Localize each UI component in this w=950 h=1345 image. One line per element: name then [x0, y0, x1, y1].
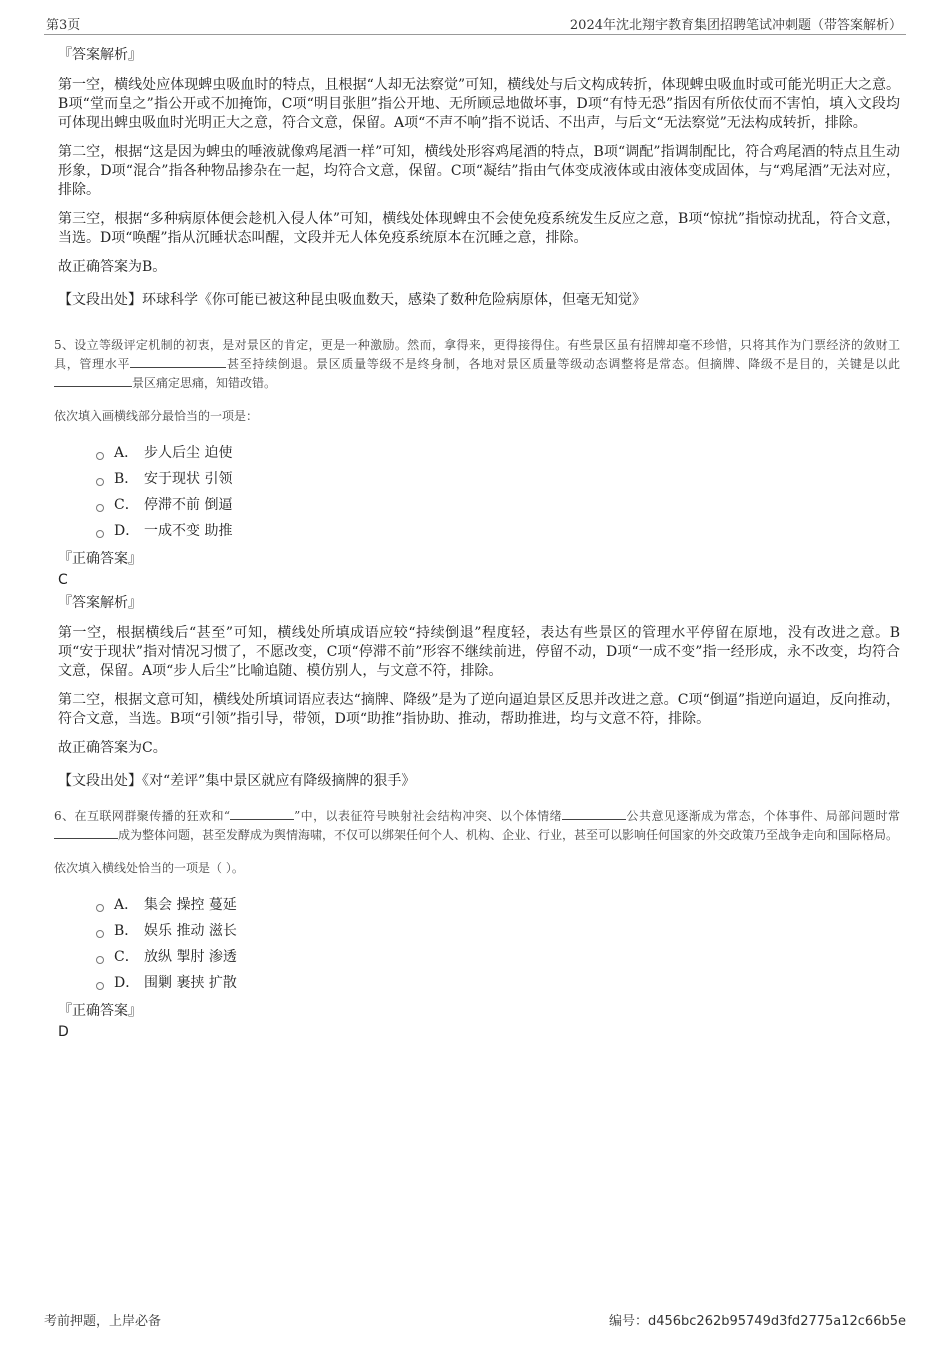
question-4-analysis [58, 44, 900, 310]
radio-icon[interactable] [96, 982, 104, 990]
option-c[interactable]: C． 停滞不前 倒逼 [96, 492, 900, 518]
radio-icon[interactable] [96, 930, 104, 938]
radio-icon[interactable] [96, 504, 104, 512]
page-content [54, 44, 900, 1042]
correct-answer-label: 『正确答案』 [58, 1003, 142, 1019]
passage-source: 【文段出处】环球科学《你可能已被这种昆虫吸血数天，感染了数种危险病原体，但毫无知觉》 [58, 292, 646, 308]
fill-blank [230, 807, 294, 820]
question-5 [54, 336, 900, 426]
option-a[interactable]: A． 步人后尘 迫使 [96, 440, 900, 466]
question-5-answer [58, 548, 900, 791]
option-a[interactable]: A． 集会 操控 蔓延 [96, 892, 900, 918]
passage-source: 【文段出处】《对“差评”集中景区就应有降级摘牌的狠手》 [58, 773, 416, 789]
fill-blank [130, 355, 226, 368]
analysis-conclusion: 故正确答案为B。 [58, 259, 167, 275]
footer-slogan: 考前押题，上岸必备 [44, 1314, 162, 1329]
fill-blank [54, 826, 118, 839]
option-b[interactable]: B． 娱乐 推动 滋长 [96, 918, 900, 944]
correct-answer-label: 『正确答案』 [58, 551, 142, 567]
analysis-paragraph: 第三空，根据“多种病原体便会趁机入侵人体”可知，横线处体现蜱虫不会使免疫系统发生反应之意，B项“惊扰”指惊动扰乱，符合文意，当选。D项“唤醒”指从沉睡状态叫醒，文段并无人体免疫系统原本在沉睡之意，排除。 [58, 211, 900, 246]
document-code: 编号：d456bc262b95749d3fd2775a12c66b5e [608, 1314, 906, 1329]
radio-icon[interactable] [96, 478, 104, 486]
analysis-label: 『答案解析』 [58, 595, 142, 611]
question-stem: 6、在互联网群聚传播的狂欢和“ ”中，以表征符号映射社会结构冲突、以个体情绪 公共意见逐渐成为常态，个体事件、局部问题时常成为整体问题，甚至发酵成为舆情海啸，不仅可以绑架任何个人、机构、企业、行业，甚至可以影响任何国家的外交政策乃至战争走向和国际格局。 [54, 809, 900, 842]
question-6 [54, 807, 900, 878]
option-b[interactable]: B． 安于现状 引领 [96, 466, 900, 492]
analysis-paragraph: 第一空，横线处应体现蜱虫吸血时的特点，且根据“人却无法察觉”可知，横线处与后文构成转折，体现蜱虫吸血时或可能光明正大之意。B项“堂而皇之”指公开或不加掩饰，C项“明目张胆”指公开地、无所顾忌地做坏事，D项“有恃无恐”指因有所依仗而不害怕，填入文段均可体现出蜱虫吸血时光明正大之意，符合文意，保留。A项“不声不响”指不说话、不出声，与后文“无法察觉”无法构成转折，排除。 [58, 77, 900, 131]
page-header [44, 12, 906, 35]
correct-answer: D [58, 1024, 69, 1040]
radio-icon[interactable] [96, 530, 104, 538]
fill-blank [54, 374, 132, 387]
radio-icon[interactable] [96, 904, 104, 912]
analysis-paragraph: 第二空，根据文意可知，横线处所填词语应表达“摘牌、降级”是为了逆向逼迫景区反思并改进之意。C项“倒逼”指逆向逼迫，反向推动，符合文意，当选。B项“引领”指引导，带领，D项“助推”指协助、推动，帮助推进，均与文意不符，排除。 [58, 692, 900, 727]
fill-blank [562, 807, 626, 820]
question-prompt: 依次填入横线处恰当的一项是（ ）。 [54, 861, 244, 875]
question-stem: 5、设立等级评定机制的初衷，是对景区的肯定，更是一种激励。然而，拿得来，更得接得住。有些景区虽有招牌却毫不珍惜，只将其作为门票经济的敛财工具，管理水平 甚至持续倒退。景区质量等级不是终身制，各地对景区质量等级动态调整将是常态。但摘牌、降级不是目的，关键是以此景区痛定思痛，知错改错。 [54, 338, 900, 390]
correct-answer: C [58, 572, 68, 588]
page-number: 第3页 [46, 18, 81, 33]
radio-icon[interactable] [96, 956, 104, 964]
question-prompt: 依次填入画横线部分最恰当的一项是： [54, 409, 259, 423]
option-d[interactable]: D． 一成不变 助推 [96, 518, 900, 544]
answer-options [96, 892, 900, 996]
analysis-paragraph: 第二空，根据“这是因为蜱虫的唾液就像鸡尾酒一样”可知，横线处形容鸡尾酒的特点，B项“调配”指调制配比，符合鸡尾酒的特点且生动形象，D项“混合”指各种物品掺杂在一起，均符合文意，保留。C项“凝结”指由气体变成液体或由液体变成固体，与“鸡尾酒”无法对应，排除。 [58, 144, 900, 198]
question-6-answer [58, 1000, 900, 1042]
document-title: 2024年沈北翔宇教育集团招聘笔试冲刺题（带答案解析） [569, 18, 902, 33]
radio-icon[interactable] [96, 452, 104, 460]
option-d[interactable]: D． 围剿 裹挟 扩散 [96, 970, 900, 996]
analysis-label: 『答案解析』 [58, 47, 142, 63]
answer-options [96, 440, 900, 544]
analysis-paragraph: 第一空，根据横线后“甚至”可知，横线处所填成语应较“持续倒退”程度轻，表达有些景区的管理水平停留在原地，没有改进之意。B项“安于现状”指对情况习惯了，不愿改变，C项“停滞不前”形容不继续前进，停留不动，D项“一成不变”指一经形成，永不改变，均符合文意，保留。A项“步人后尘”比喻追随、模仿别人，与文意不符，排除。 [58, 625, 900, 679]
option-c[interactable]: C． 放纵 掣肘 渗透 [96, 944, 900, 970]
analysis-conclusion: 故正确答案为C。 [58, 740, 167, 756]
